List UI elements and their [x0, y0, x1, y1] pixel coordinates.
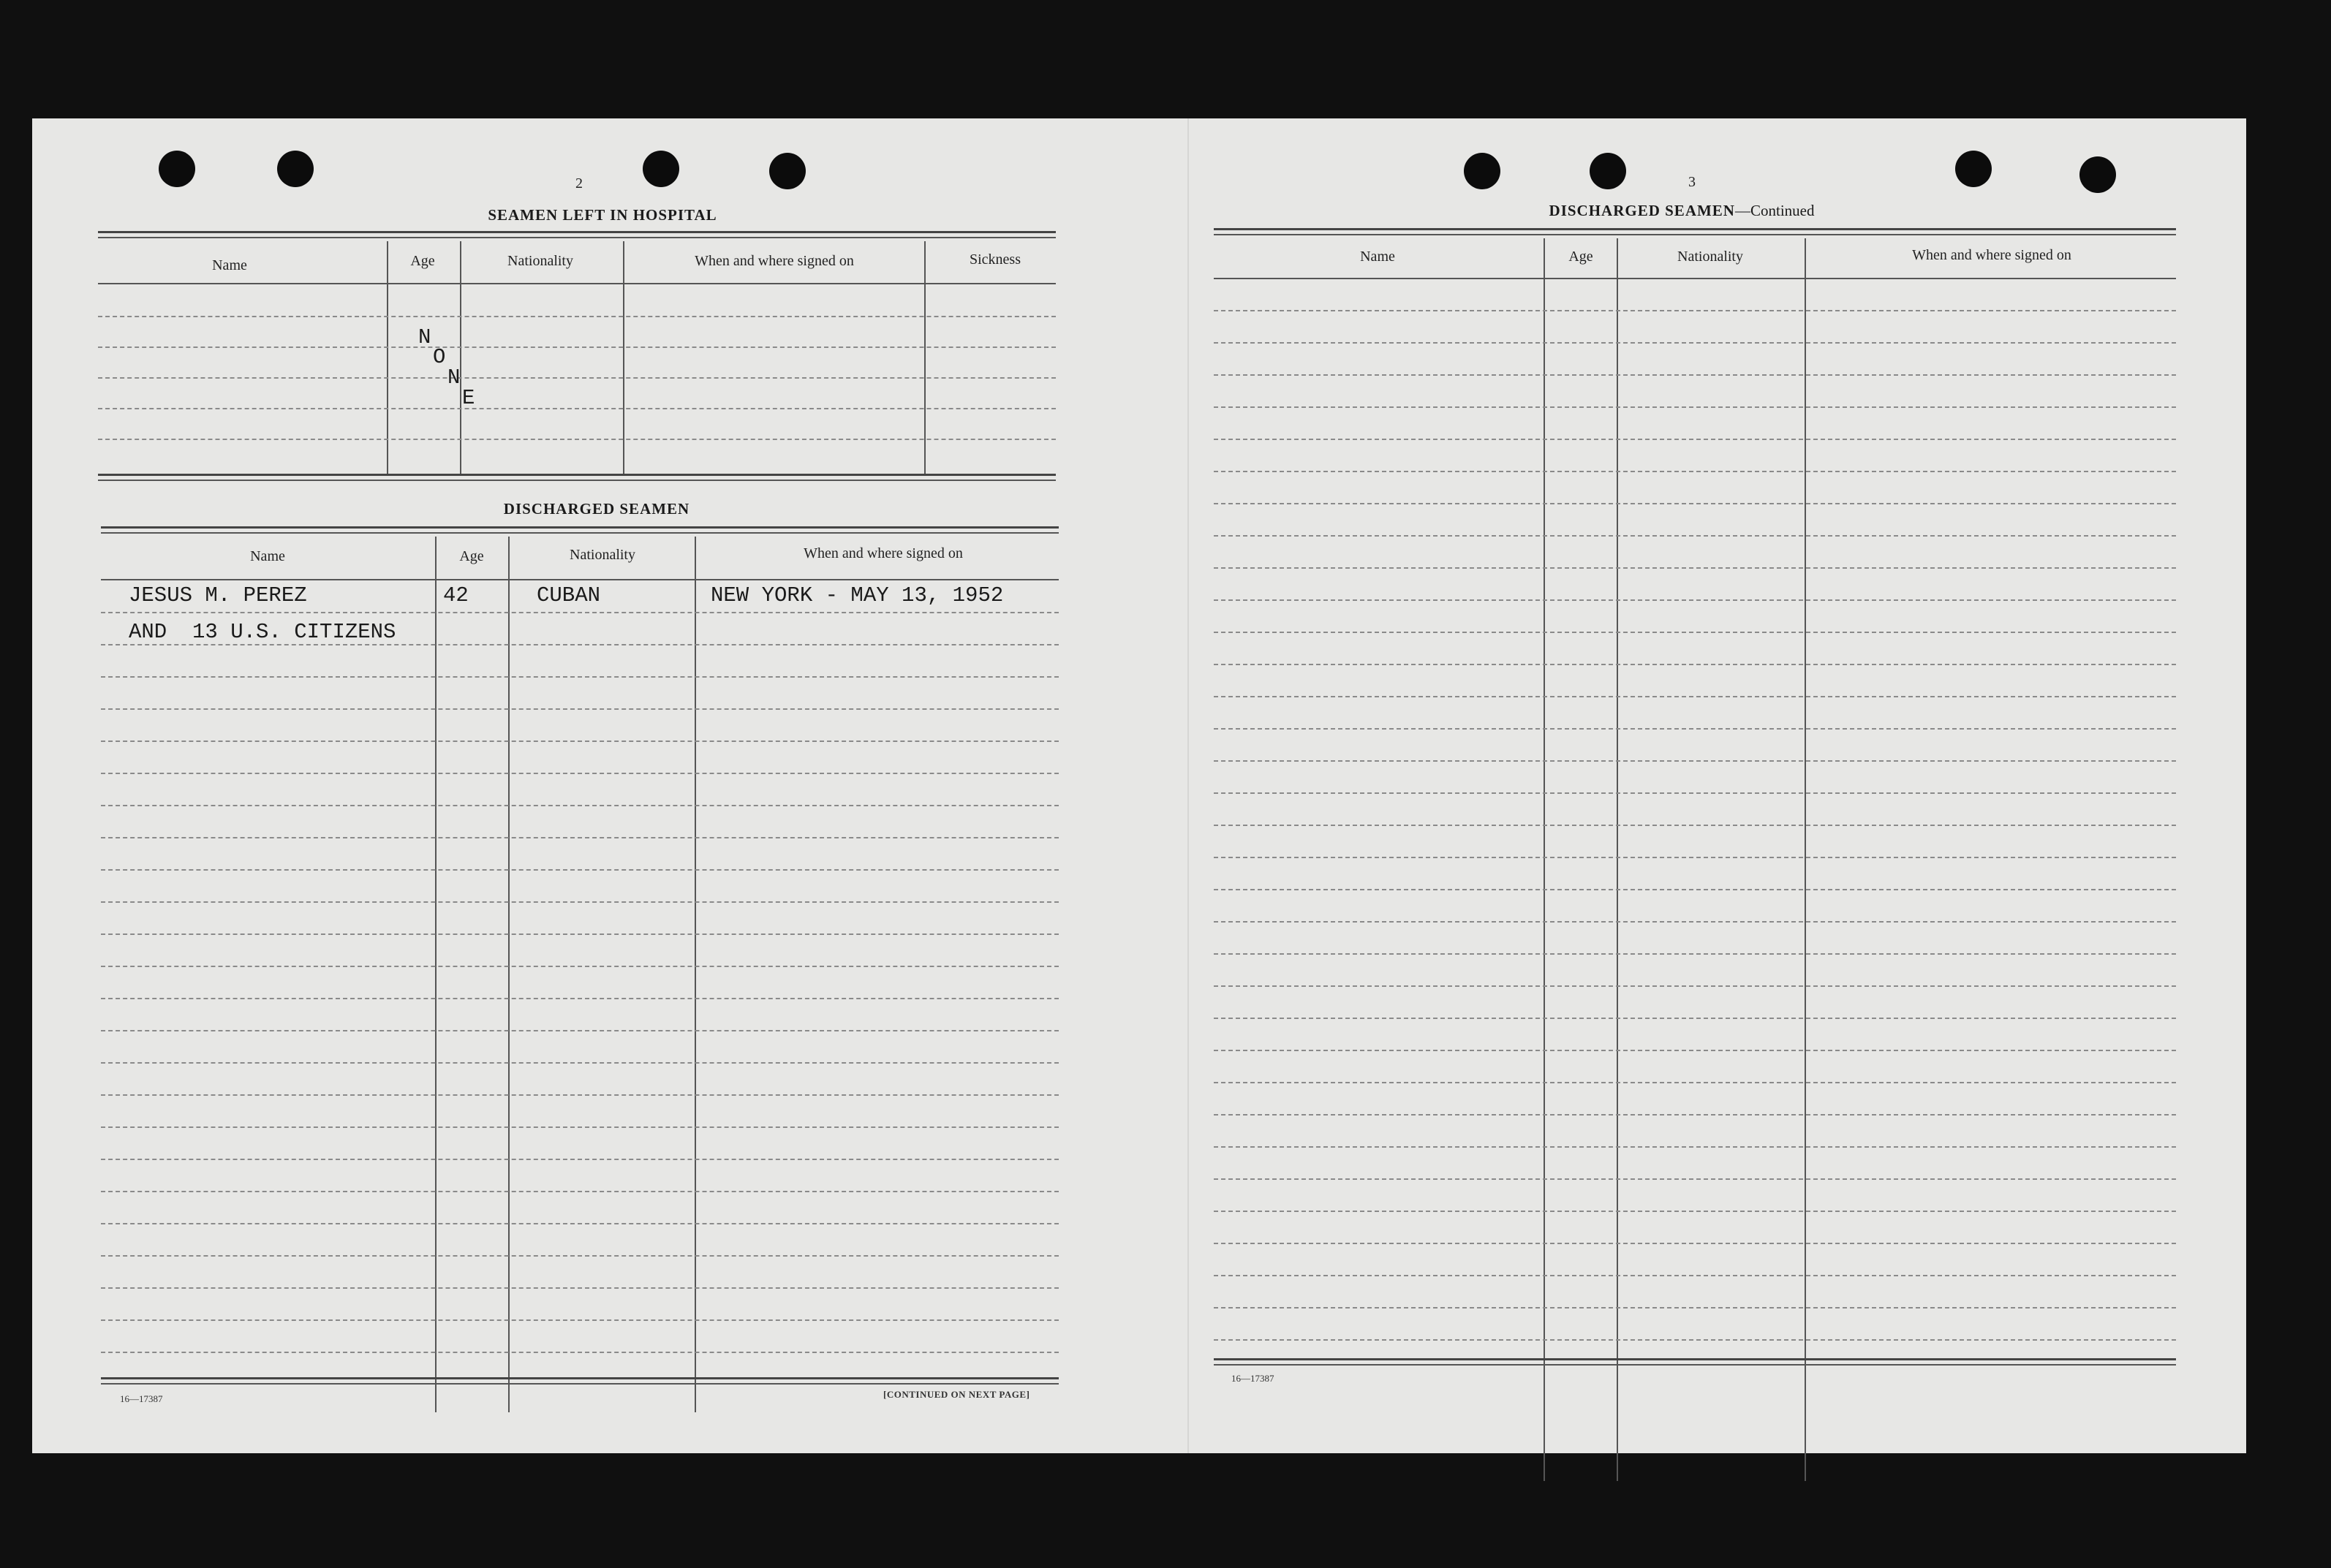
- punch-hole: [1464, 153, 1500, 189]
- entry-line: [101, 837, 1059, 838]
- entry-line: [1214, 599, 2176, 601]
- entry-line: [1214, 985, 2176, 987]
- column-header-nationality: Nationality: [570, 547, 635, 563]
- entry-line: [1214, 503, 2176, 504]
- page-number: 3: [1688, 174, 1696, 190]
- table-rule: [101, 1377, 1059, 1379]
- discharged-name: JESUS M. PEREZ: [129, 583, 307, 607]
- entry-line: [1214, 567, 2176, 569]
- entry-line: [1214, 535, 2176, 537]
- table-rule: [1214, 234, 2176, 235]
- discharged-name: AND 13 U.S. CITIZENS: [129, 620, 396, 644]
- entry-line: [101, 1062, 1059, 1064]
- entry-line: [1214, 921, 2176, 923]
- entry-line: [101, 998, 1059, 999]
- table-rule: [1214, 1358, 2176, 1360]
- punch-hole: [769, 153, 806, 189]
- column-divider: [508, 537, 510, 1412]
- entry-line: [1214, 1178, 2176, 1180]
- entry-line: [1214, 792, 2176, 794]
- discharged-section-title: DISCHARGED SEAMEN: [503, 500, 690, 518]
- entry-line: [1214, 953, 2176, 955]
- column-divider: [1544, 238, 1545, 1481]
- entry-line: [1214, 1146, 2176, 1148]
- column-divider: [1805, 238, 1806, 1481]
- entry-line: [1214, 1339, 2176, 1341]
- entry-line: [101, 676, 1059, 678]
- entry-line: [1214, 471, 2176, 472]
- none-letter: N: [418, 325, 431, 349]
- entry-line: [1214, 857, 2176, 858]
- column-header-signed-on: When and where signed on: [1912, 247, 2071, 263]
- entry-line: [1214, 439, 2176, 440]
- table-rule: [98, 474, 1056, 476]
- entry-line: [1214, 1275, 2176, 1276]
- entry-line: [98, 316, 1056, 317]
- none-letter: N: [447, 366, 461, 390]
- column-divider: [1617, 238, 1618, 1481]
- entry-line: [1214, 1307, 2176, 1308]
- title-main: DISCHARGED SEAMEN: [1549, 202, 1735, 219]
- entry-line: [101, 805, 1059, 806]
- punch-hole: [2079, 156, 2116, 193]
- title-suffix: —Continued: [1734, 202, 1815, 219]
- punch-hole: [1955, 151, 1992, 187]
- entry-line: [98, 408, 1056, 409]
- entry-line: [101, 741, 1059, 742]
- entry-line: [101, 773, 1059, 774]
- entry-line: [101, 612, 1059, 613]
- entry-line: [1214, 632, 2176, 633]
- column-divider: [435, 537, 437, 1412]
- entry-line: [101, 1126, 1059, 1128]
- column-header-age: Age: [410, 253, 435, 269]
- table-rule: [101, 526, 1059, 529]
- entry-line: [101, 869, 1059, 871]
- entry-line: [1214, 1050, 2176, 1051]
- entry-line: [1214, 760, 2176, 762]
- entry-line: [1214, 1211, 2176, 1212]
- column-header-name: Name: [212, 257, 247, 273]
- entry-line: [101, 966, 1059, 967]
- header-rule: [98, 283, 1056, 284]
- entry-line: [1214, 825, 2176, 826]
- entry-line: [101, 1159, 1059, 1160]
- entry-line: [101, 1223, 1059, 1224]
- continued-note: [CONTINUED ON NEXT PAGE]: [883, 1389, 1030, 1400]
- header-rule: [1214, 278, 2176, 279]
- table-rule: [101, 532, 1059, 534]
- entry-line: [101, 644, 1059, 645]
- discharged-signed-on: NEW YORK - MAY 13, 1952: [711, 583, 1004, 607]
- table-rule: [98, 231, 1056, 233]
- entry-line: [1214, 728, 2176, 730]
- page-number: 2: [575, 175, 583, 192]
- entry-line: [1214, 1243, 2176, 1244]
- column-header-nationality: Nationality: [507, 253, 573, 269]
- entry-line: [1214, 1114, 2176, 1116]
- none-letter: O: [433, 345, 446, 369]
- entry-line: [1214, 889, 2176, 890]
- header-rule: [101, 579, 1059, 580]
- entry-line: [101, 1287, 1059, 1289]
- entry-line: [1214, 664, 2176, 665]
- entry-line: [1214, 310, 2176, 311]
- entry-line: [1214, 1082, 2176, 1083]
- entry-line: [101, 708, 1059, 710]
- entry-line: [1214, 696, 2176, 697]
- punch-hole: [159, 151, 195, 187]
- entry-line: [1214, 1018, 2176, 1019]
- column-header-signed-on: When and where signed on: [804, 545, 963, 561]
- punch-hole: [1590, 153, 1626, 189]
- none-letter: E: [462, 386, 475, 410]
- document-sheet: [32, 118, 2246, 1453]
- entry-line: [101, 1352, 1059, 1353]
- punch-hole: [277, 151, 314, 187]
- discharged-age: 42: [443, 583, 469, 607]
- entry-line: [98, 377, 1056, 379]
- entry-line: [101, 1255, 1059, 1257]
- table-rule: [101, 1383, 1059, 1385]
- column-divider: [460, 241, 461, 475]
- table-rule: [1214, 1364, 2176, 1366]
- column-header-name: Name: [250, 548, 285, 564]
- entry-line: [101, 933, 1059, 935]
- table-rule: [98, 480, 1056, 481]
- column-header-name: Name: [1360, 249, 1395, 265]
- discharged-nationality: CUBAN: [537, 583, 601, 607]
- column-header-signed-on: When and where signed on: [695, 253, 854, 269]
- entry-line: [101, 901, 1059, 903]
- entry-line: [1214, 342, 2176, 344]
- column-divider: [387, 241, 388, 475]
- entry-line: [101, 1319, 1059, 1321]
- column-divider: [623, 241, 624, 475]
- entry-line: [98, 439, 1056, 440]
- table-rule: [1214, 228, 2176, 230]
- column-divider: [695, 537, 696, 1412]
- column-header-age: Age: [459, 548, 484, 564]
- entry-line: [101, 1191, 1059, 1192]
- page-fold: [1187, 118, 1189, 1453]
- entry-line: [98, 346, 1056, 348]
- column-divider: [924, 241, 926, 475]
- entry-line: [1214, 406, 2176, 408]
- column-header-sickness: Sickness: [970, 251, 1021, 268]
- column-header-nationality: Nationality: [1677, 249, 1743, 265]
- entry-line: [101, 1030, 1059, 1031]
- punch-hole: [643, 151, 679, 187]
- discharged-continued-title: [1549, 202, 1815, 220]
- column-header-age: Age: [1568, 249, 1593, 265]
- form-code: 16—17387: [120, 1393, 163, 1404]
- hospital-section-title: SEAMEN LEFT IN HOSPITAL: [488, 206, 717, 224]
- entry-line: [101, 1094, 1059, 1096]
- entry-line: [1214, 374, 2176, 376]
- form-code: 16—17387: [1231, 1373, 1274, 1384]
- table-rule: [98, 237, 1056, 238]
